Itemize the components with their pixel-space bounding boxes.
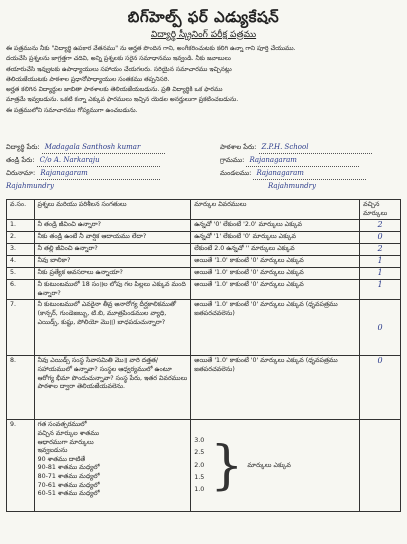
row-question: నీ కుటుంబములో ఎవరైనా తీవ్ర అనారోగ్య దీర్ఘకాలికముతో (కాన్సర్, గుండెజబ్బు, టి.బి, మూత్రపిండముల వ్యాధి, ఎయిడ్స్, కుష్టు, పోలియో మొ॥) బాధపడుచున్నారా? <box>34 300 191 356</box>
instruction-line: తెలియజేయుటకు పాఠశాల ప్రధానోపాధ్యాయుల సంతకము తప్పనిసరి. <box>6 75 170 83</box>
address-field[interactable] <box>6 168 160 179</box>
row-number: 5. <box>7 268 35 280</box>
row-marks-rule: అయితే '1.0' కాకుంటే '0' మార్కులు ఎక్కువ <box>191 268 360 280</box>
student-name-value[interactable]: Madagala Santhosh kumar <box>42 142 165 154</box>
scale-values <box>194 435 204 497</box>
row-question <box>34 420 191 512</box>
table-row <box>7 256 401 268</box>
instruction-line: ఈ పత్రములోని సమాచారము గోప్యముగా ఉంచబడును. <box>6 106 138 114</box>
row-score[interactable] <box>360 420 401 512</box>
row-marks-rule: ఉన్నచో '0' లేకుంటే '2.0' మార్కులు ఎక్కువ <box>191 220 360 232</box>
village-value[interactable]: Rajanagaram <box>246 155 359 167</box>
row-marks-rule: అయితే '1.0' కాకుంటే '0' మార్కులు ఎక్కువ (ధృవపత్రము జతపరచవలెను) <box>191 356 360 420</box>
row-number: 9. <box>7 420 35 512</box>
scale-value: 2.0 <box>194 461 205 469</box>
school-field[interactable] <box>220 142 372 153</box>
scale-value: 3.0 <box>194 436 205 444</box>
row-score[interactable]: 1 <box>360 280 401 300</box>
table-row <box>7 268 401 280</box>
table-row <box>7 232 401 244</box>
village-label: గ్రామము: <box>220 156 245 164</box>
table-row <box>7 280 401 300</box>
table-row <box>7 356 401 420</box>
question-line: ఆధారముగా మార్కులు <box>37 438 94 446</box>
village-field[interactable] <box>220 155 359 166</box>
instruction-line: అర్హత కలిగిన విద్యార్థుల జాబితా పాఠశాలకు తెలియజేయబడును. ప్రతి విద్యార్థికి ఒక ఫారము <box>6 86 223 94</box>
header-marks-details: మార్కుల వివరములు <box>191 200 360 220</box>
instruction-line: దయచేసి ప్రశ్నలను జాగ్రత్తగా చదివి, అన్ని ప్రశ్నలకు సరైన సమాధానము ఇవ్వండి. నీకు జవాబులు <box>6 55 231 63</box>
row-score[interactable]: 2 <box>360 220 401 232</box>
table-header-row <box>7 200 401 220</box>
row-number: 7. <box>7 300 35 356</box>
row-number: 3. <box>7 244 35 256</box>
row-marks-rule: అయితే '1.0' కాకుంటే '0' మార్కులు ఎక్కువ <box>191 256 360 268</box>
row-score[interactable]: 1 <box>360 256 401 268</box>
row-marks-rule: అయితే '1.0' కాకుంటే '0' మార్కులు ఎక్కువ <box>191 280 360 300</box>
screening-table <box>6 199 401 512</box>
scale-label: మార్కులు ఎక్కువ <box>247 461 291 469</box>
row-question: నీకు ప్రత్యేక అవసరాలు ఉన్నాయా? <box>34 268 191 280</box>
document-title: బిగ్‌హెల్ప్ ఫర్ ఎడ్యుకేషన్ <box>127 8 280 26</box>
question-line: వచ్చిన మార్కుల శాతము <box>37 429 100 437</box>
row-question: నీ తండ్రి జీవించి ఉన్నారా? <box>34 220 191 232</box>
instruction-line: మాత్రమే ఇవ్వబడును. ఒకటి కన్నా ఎక్కువ ఫారములు ఇచ్చిన యెడల అనర్హులుగా ప్రకటించబడును. <box>6 96 239 104</box>
instruction-line: తయారుచేసి ఇవ్వుటకు ఉపాధ్యాయులు సహాయం చేయగలరు. సరియైన సమాచారము ఇచ్చినట్లు <box>6 65 232 73</box>
question-line: 90 శాతము దాటితే <box>37 455 86 463</box>
scale-value: 1.5 <box>194 474 205 482</box>
instruction-line: ఈ పత్రమును నీకు "విద్యార్థి ఉపకార వేతనము" ను అర్హత పొందిన గాని, అంగీకరించుటకు కలిగి ఉన్నా గాని పూర్తి చేయుము. <box>6 45 296 52</box>
header-question: ప్రశ్నలు మరియు పరిశీలన సంగతులు <box>34 200 191 220</box>
row-number: 8. <box>7 356 35 420</box>
row-marks-rule <box>191 420 360 512</box>
father-label: తండ్రి పేరు: <box>6 156 35 164</box>
row-score[interactable]: 0 <box>360 356 401 420</box>
table-row <box>7 300 401 356</box>
row-question: నీవు ఎయిడ్స్ సంస్థ సేవాసమితి మొ॥ వారి దత్తత/సహాయములో ఉన్నావా? సంస్థల ఆధ్వర్యములో ఉంటూ ఆరోగ్య భీమా పొందుచున్నావా? సంస్థ పేరు, ఇతర వివరములు పాఠశాల ద్వారా తెలియజేయవలెను. <box>34 356 191 420</box>
pin-value: Rajahmundry <box>268 182 316 190</box>
mandal-field[interactable] <box>220 168 366 179</box>
student-name-field[interactable] <box>6 142 165 153</box>
scale-value: 2.5 <box>194 449 205 457</box>
row-number: 4. <box>7 256 35 268</box>
question-line: 60-51 శాతము మధ్యలో <box>37 490 100 498</box>
mandal-label: మండలము: <box>220 169 252 177</box>
table-row <box>7 420 401 512</box>
brace-icon: } <box>210 435 244 496</box>
mandal-value[interactable]: Rajanagaram <box>253 168 366 180</box>
row-question: నీ కుటుంబములో 18 సం॥ల లోపు గల పిల్లలు ఎక్కువ మంది ఉన్నారా? <box>34 280 191 300</box>
school-label: పాఠశాల పేరు: <box>220 143 257 151</box>
table-row <box>7 220 401 232</box>
row-question: నీకు తండ్రి ఉంటే నీ వార్షిక ఆదాయము లేదా? <box>34 232 191 244</box>
row-score[interactable]: 0 <box>360 300 401 356</box>
district-value: Rajahmundry <box>6 182 54 190</box>
father-field[interactable] <box>6 155 160 166</box>
document-subtitle: విద్యార్థి స్క్రీనింగ్ పరీక్ష పత్రము <box>150 30 257 40</box>
address-value[interactable]: Rajanagaram <box>37 168 160 180</box>
row-number: 6. <box>7 280 35 300</box>
header-marks-obtained: వచ్చిన మార్కులు <box>360 200 401 220</box>
question-line: 70-61 శాతము మధ్యలో <box>37 481 100 489</box>
row-number: 1. <box>7 220 35 232</box>
father-value[interactable]: C/o A. Narkaraju <box>37 155 160 167</box>
instructions-paragraph <box>6 44 400 116</box>
row-number: 2. <box>7 232 35 244</box>
row-question: నీవు బాలికా? <box>34 256 191 268</box>
question-line: 90-81 శాతము మధ్యలో <box>37 464 100 472</box>
row-score[interactable]: 1 <box>360 268 401 280</box>
table-row <box>7 244 401 256</box>
address-label: చిరునామా: <box>6 169 36 177</box>
school-value[interactable]: Z.P.H. School <box>259 142 372 154</box>
question-line: 80-71 శాతము మధ్యలో <box>37 472 100 480</box>
question-line: ఇవ్వబడును <box>37 447 68 455</box>
header-serial: వ.సం. <box>7 200 35 220</box>
marks-scale <box>194 435 356 497</box>
row-score[interactable]: 0 <box>360 232 401 244</box>
question-line: గత సంవత్సరములో <box>37 421 87 429</box>
scale-value: 1.0 <box>194 486 205 494</box>
row-score[interactable]: 2 <box>360 244 401 256</box>
row-marks-rule: అయితే '1.0' కాకుంటే '0' మార్కులు ఎక్కువ (ధృవపత్రము జతపరచవలెను) <box>191 300 360 356</box>
row-question: నీ తల్లి జీవించి ఉన్నారా? <box>34 244 191 256</box>
row-marks-rule: లేకుంటే 2.0 ఉన్నచో '' మార్కులు ఎక్కువ <box>191 244 360 256</box>
student-name-label: విద్యార్థి పేరు: <box>6 143 40 151</box>
row-marks-rule: ఉన్నచో '1' లేకుంటే '0' మార్కులు ఎక్కువ <box>191 232 360 244</box>
